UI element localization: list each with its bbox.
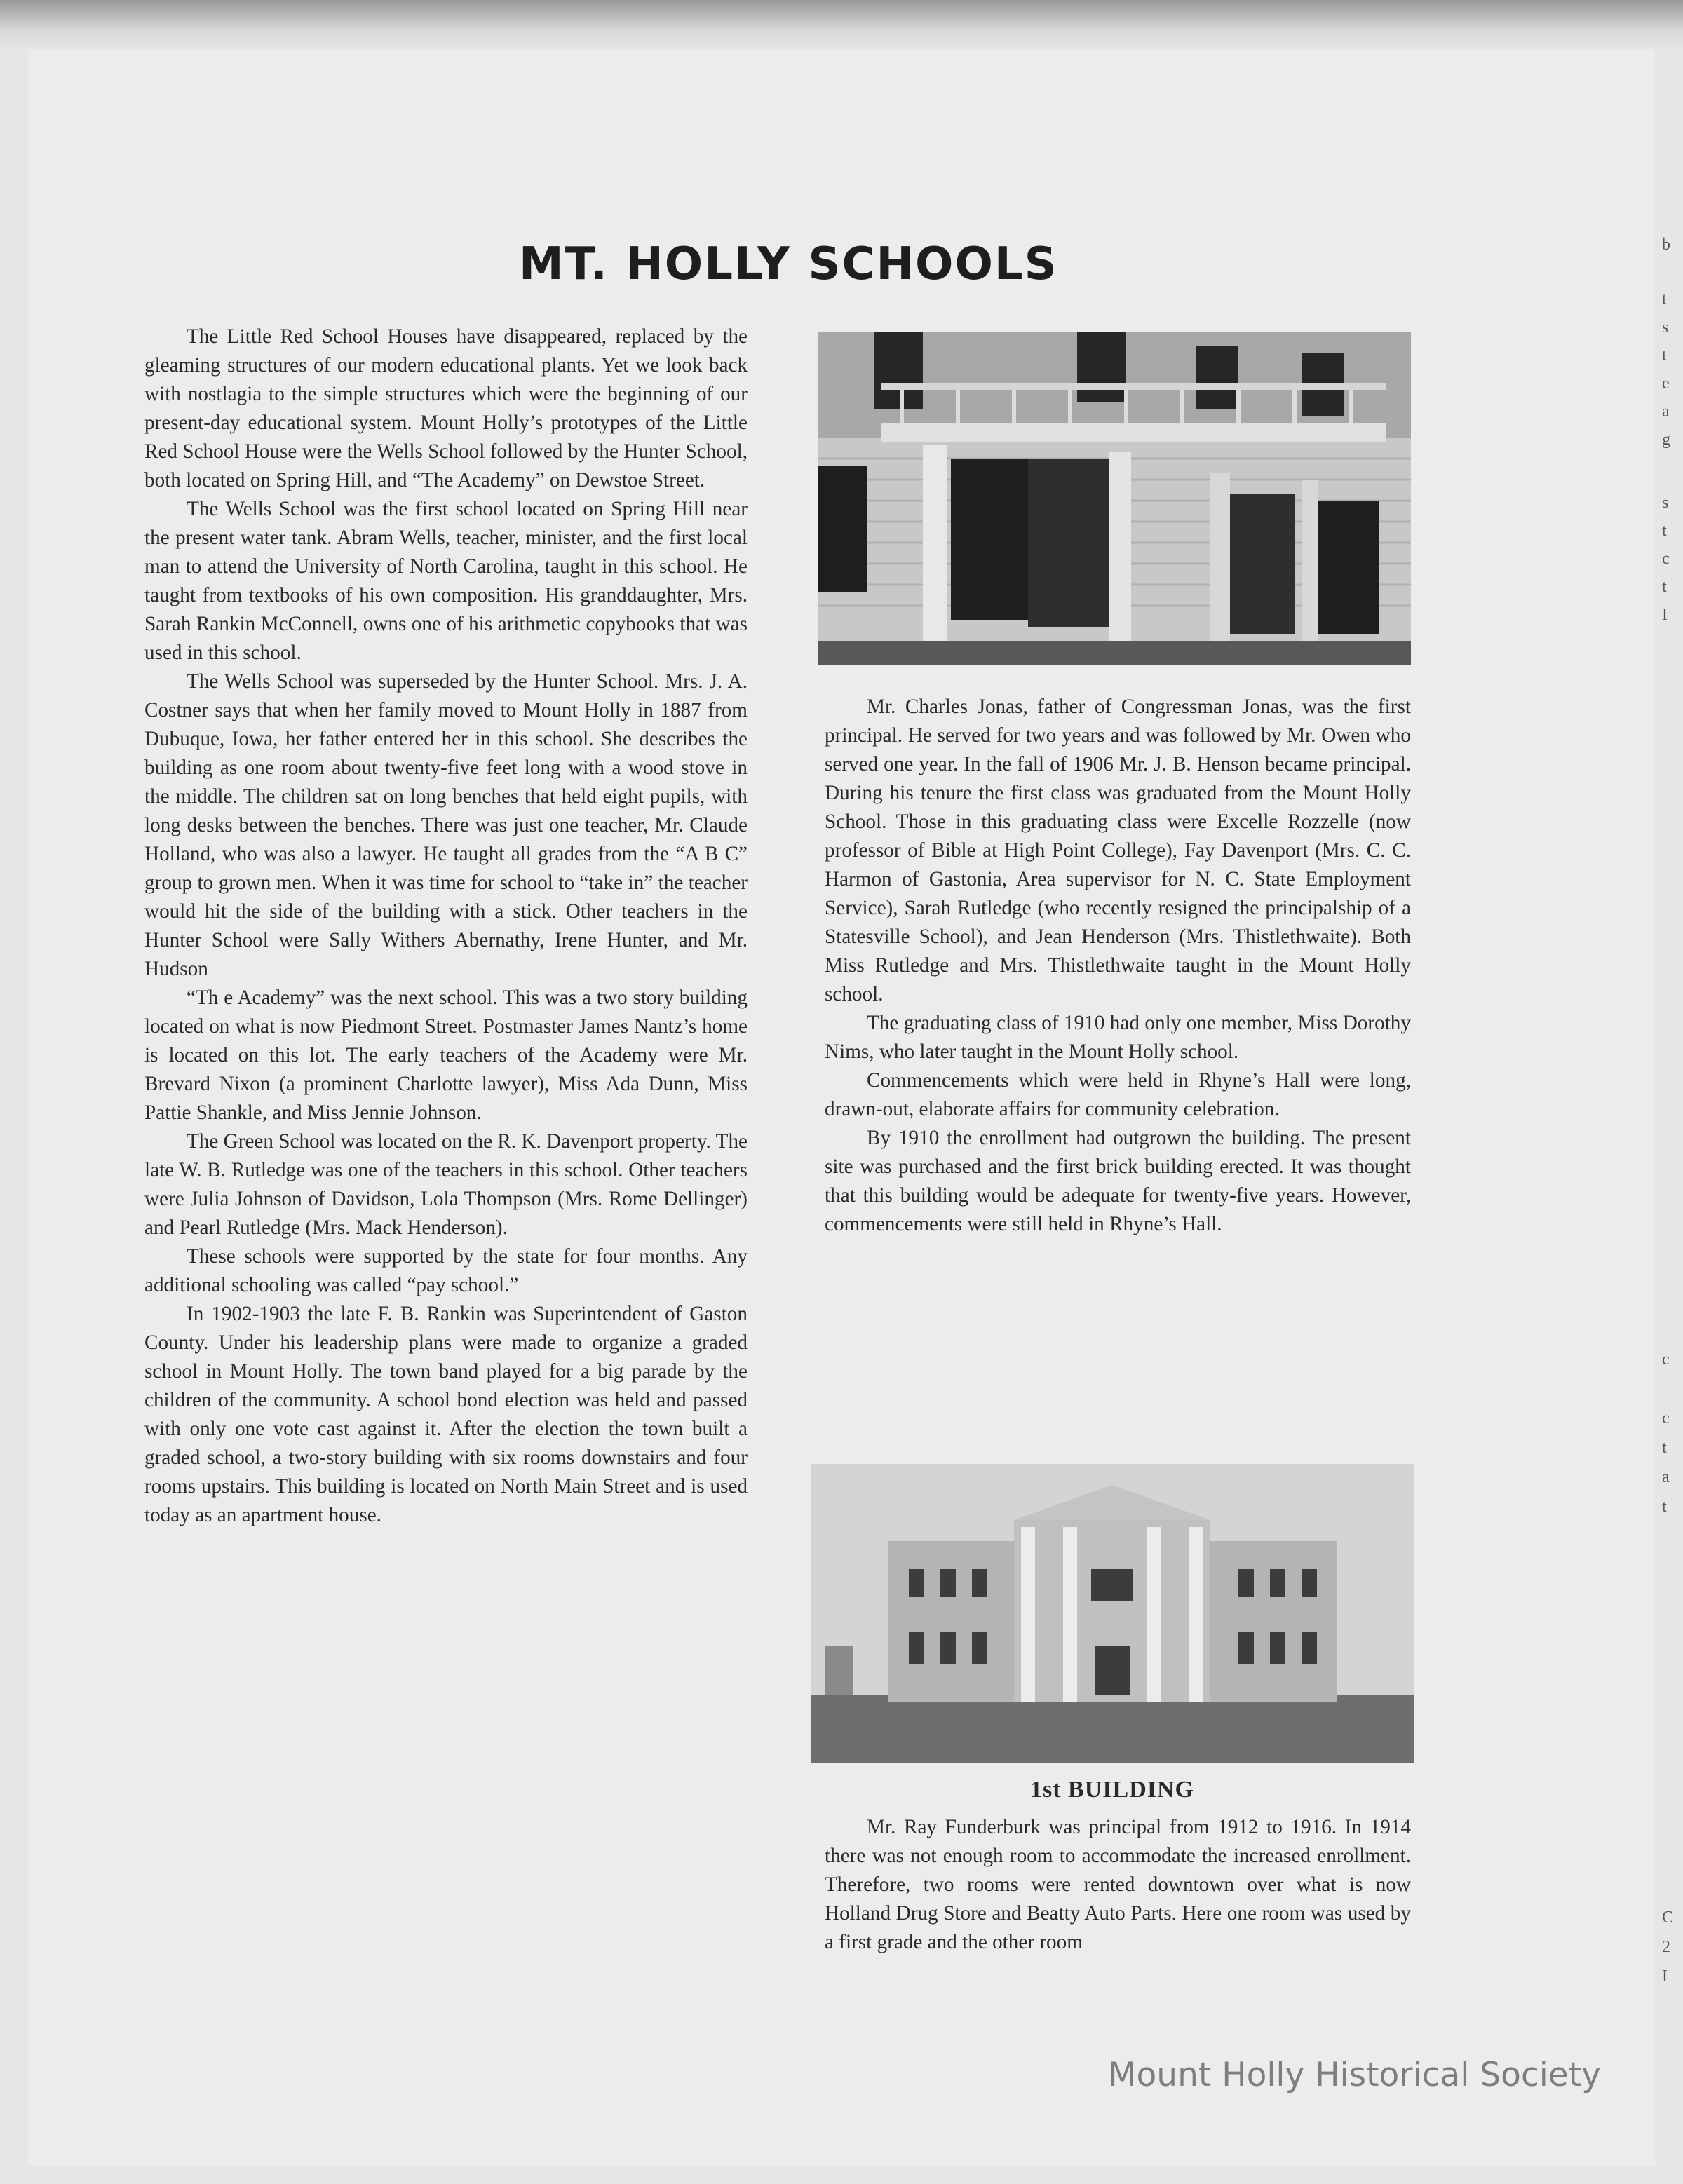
paragraph: “Th e Academy” was the next school. This was a two story building located on what is now Piedmont Street. Postmaster James Nantz’s home is located on this lot. The early teachers of the Academy were Mr. Brevard Nixon (a prominent Charlotte lawyer), Miss Ada Dunn, Miss Pattie Shankle, and Miss Jennie Johnson. — [144, 986, 748, 1124]
paragraph: Mr. Ray Funderburk was principal from 1912 to 1916. In 1914 there was not enough room to accommodate the increased enrollment. Therefore, two rooms were rented downtown over what is now Holland Drug Store and Beatty Auto Parts. Here one room was used by a first grade and the other room — [825, 1816, 1411, 1953]
edge-letter: C — [1662, 1908, 1674, 1927]
edge-letter: c — [1662, 550, 1670, 568]
edge-letter: a — [1662, 402, 1670, 421]
paragraph: By 1910 the enrollment had outgrown the building. The present site was purchased and the first brick building erected. It was thought that this building would be adequate for twenty-five years. However, commencements were still held in Rhyne’s Hall. — [825, 1127, 1411, 1235]
edge-letter: c — [1662, 1350, 1670, 1369]
first-building-photo — [811, 1464, 1414, 1763]
edge-letter: c — [1662, 1409, 1670, 1427]
edge-letter: t — [1662, 578, 1667, 596]
paragraph: Mr. Charles Jonas, father of Congressman Jonas, was the first principal. He served for two years and was followed by Mr. Owen who served one year. In the fall of 1906 Mr. J. B. Henson became principal. During his tenure the first class was graduated from the Mount Holly School. Those in this graduating class were Excelle Rozzelle (now professor of Bible at High Point College), Fay Davenport (Mrs. C. C. Harmon of Gastonia, Area supervisor for N. C. State Employment Service), Sarah Rutledge (who recently resigned the principalship of a Statesville School), and Jean Henderson (Mrs. Thistlethwaite). Both Miss Rutledge and Mrs. Thistlethwaite taught in the Mount Holly school. — [825, 696, 1411, 1005]
edge-letter: t — [1662, 1498, 1667, 1516]
paragraph: In 1902-1903 the late F. B. Rankin was Superintendent of Gaston County. Under his leadership plans were made to organize a graded school in Mount Holly. The town band played for a big parade by the children of the community. A school bond election was held and passed with only one vote cast against it. After the election the town built a graded school, a two-story building with six rooms downstairs and four rooms upstairs. This building is located on North Main Street and is used today as an apartment house. — [144, 1303, 748, 1526]
right-column-top — [825, 693, 1411, 1239]
edge-letter: g — [1662, 430, 1670, 449]
edge-letter: s — [1662, 318, 1669, 337]
historical-society-watermark: Mount Holly Historical Society — [1108, 2056, 1601, 2094]
edge-letter: t — [1662, 346, 1667, 365]
paragraph: The Green School was located on the R. K. Davenport property. The late W. B. Rutledge was one of the teachers in this school. Other teachers were Julia Johnson of Davidson, Lola Thompson (Mrs. Rome Dellinger) and Pearl Rutledge (Mrs. Mack Henderson). — [144, 1130, 748, 1239]
paragraph: Commencements which were held in Rhyne’s Hall were long, drawn-out, elaborate affairs for community celebration. — [825, 1069, 1411, 1120]
edge-letter: b — [1662, 236, 1670, 254]
edge-letter: a — [1662, 1468, 1670, 1486]
paragraph: The Wells School was superseded by the Hunter School. Mrs. J. A. Costner says that when her family moved to Mount Holly in 1887 from Dubuque, Iowa, her father entered her in this school. She describes the building as one room about twenty-five feet long with a wood stove in the middle. The children sat on long benches that held eight pupils, with long desks between the benches. There was just one teacher, Mr. Claude Holland, who was also a lawyer. He taught all grades from the “A B C” group to grown men. When it was time for school to “take in” the teacher would hit the side of the building with a stick. Other teachers in the Hunter School were Sally Withers Abernathy, Irene Hunter, and Mr. Hudson — [144, 670, 748, 980]
left-column — [144, 323, 748, 1530]
edge-letter: I — [1662, 606, 1668, 624]
school-porch-photo — [818, 332, 1411, 665]
paragraph: The graduating class of 1910 had only one member, Miss Dorothy Nims, who later taught in the Mount Holly school. — [825, 1012, 1411, 1063]
edge-letter: s — [1662, 494, 1669, 512]
edge-letter: t — [1662, 290, 1667, 308]
edge-letter: t — [1662, 1439, 1667, 1457]
paragraph: These schools were supported by the state for four months. Any additional schooling was called “pay school.” — [144, 1245, 748, 1296]
right-column-bottom — [825, 1813, 1411, 1957]
paragraph: The Little Red School Houses have disappeared, replaced by the gleaming structures of our modern educational plants. Yet we look back with nostlagia to the simple structures which were the beginning of our present-day educational system. Mount Holly’s prototypes of the Little Red School House were the Wells School followed by the Hunter School, both located on Spring Hill, and “The Academy” on Dewstoe Street. — [144, 325, 748, 491]
photo-caption: 1st BUILDING — [1030, 1777, 1194, 1803]
page-title: MT. HOLLY SCHOOLS — [519, 238, 1058, 290]
scan-top-edge — [0, 0, 1683, 50]
edge-letter: 2 — [1662, 1938, 1670, 1956]
paragraph: The Wells School was the first school located on Spring Hill near the present water tank. Abram Wells, teacher, minister, and the first local man to attend the University of North Carolina, taught in this school. He taught from textbooks of his own composition. His granddaughter, Mrs. Sarah Rankin McConnell, owns one of his arithmetic copybooks that was used in this school. — [144, 498, 748, 664]
edge-letter: t — [1662, 522, 1667, 540]
edge-letter: e — [1662, 374, 1670, 393]
edge-letter: I — [1662, 1967, 1668, 1986]
